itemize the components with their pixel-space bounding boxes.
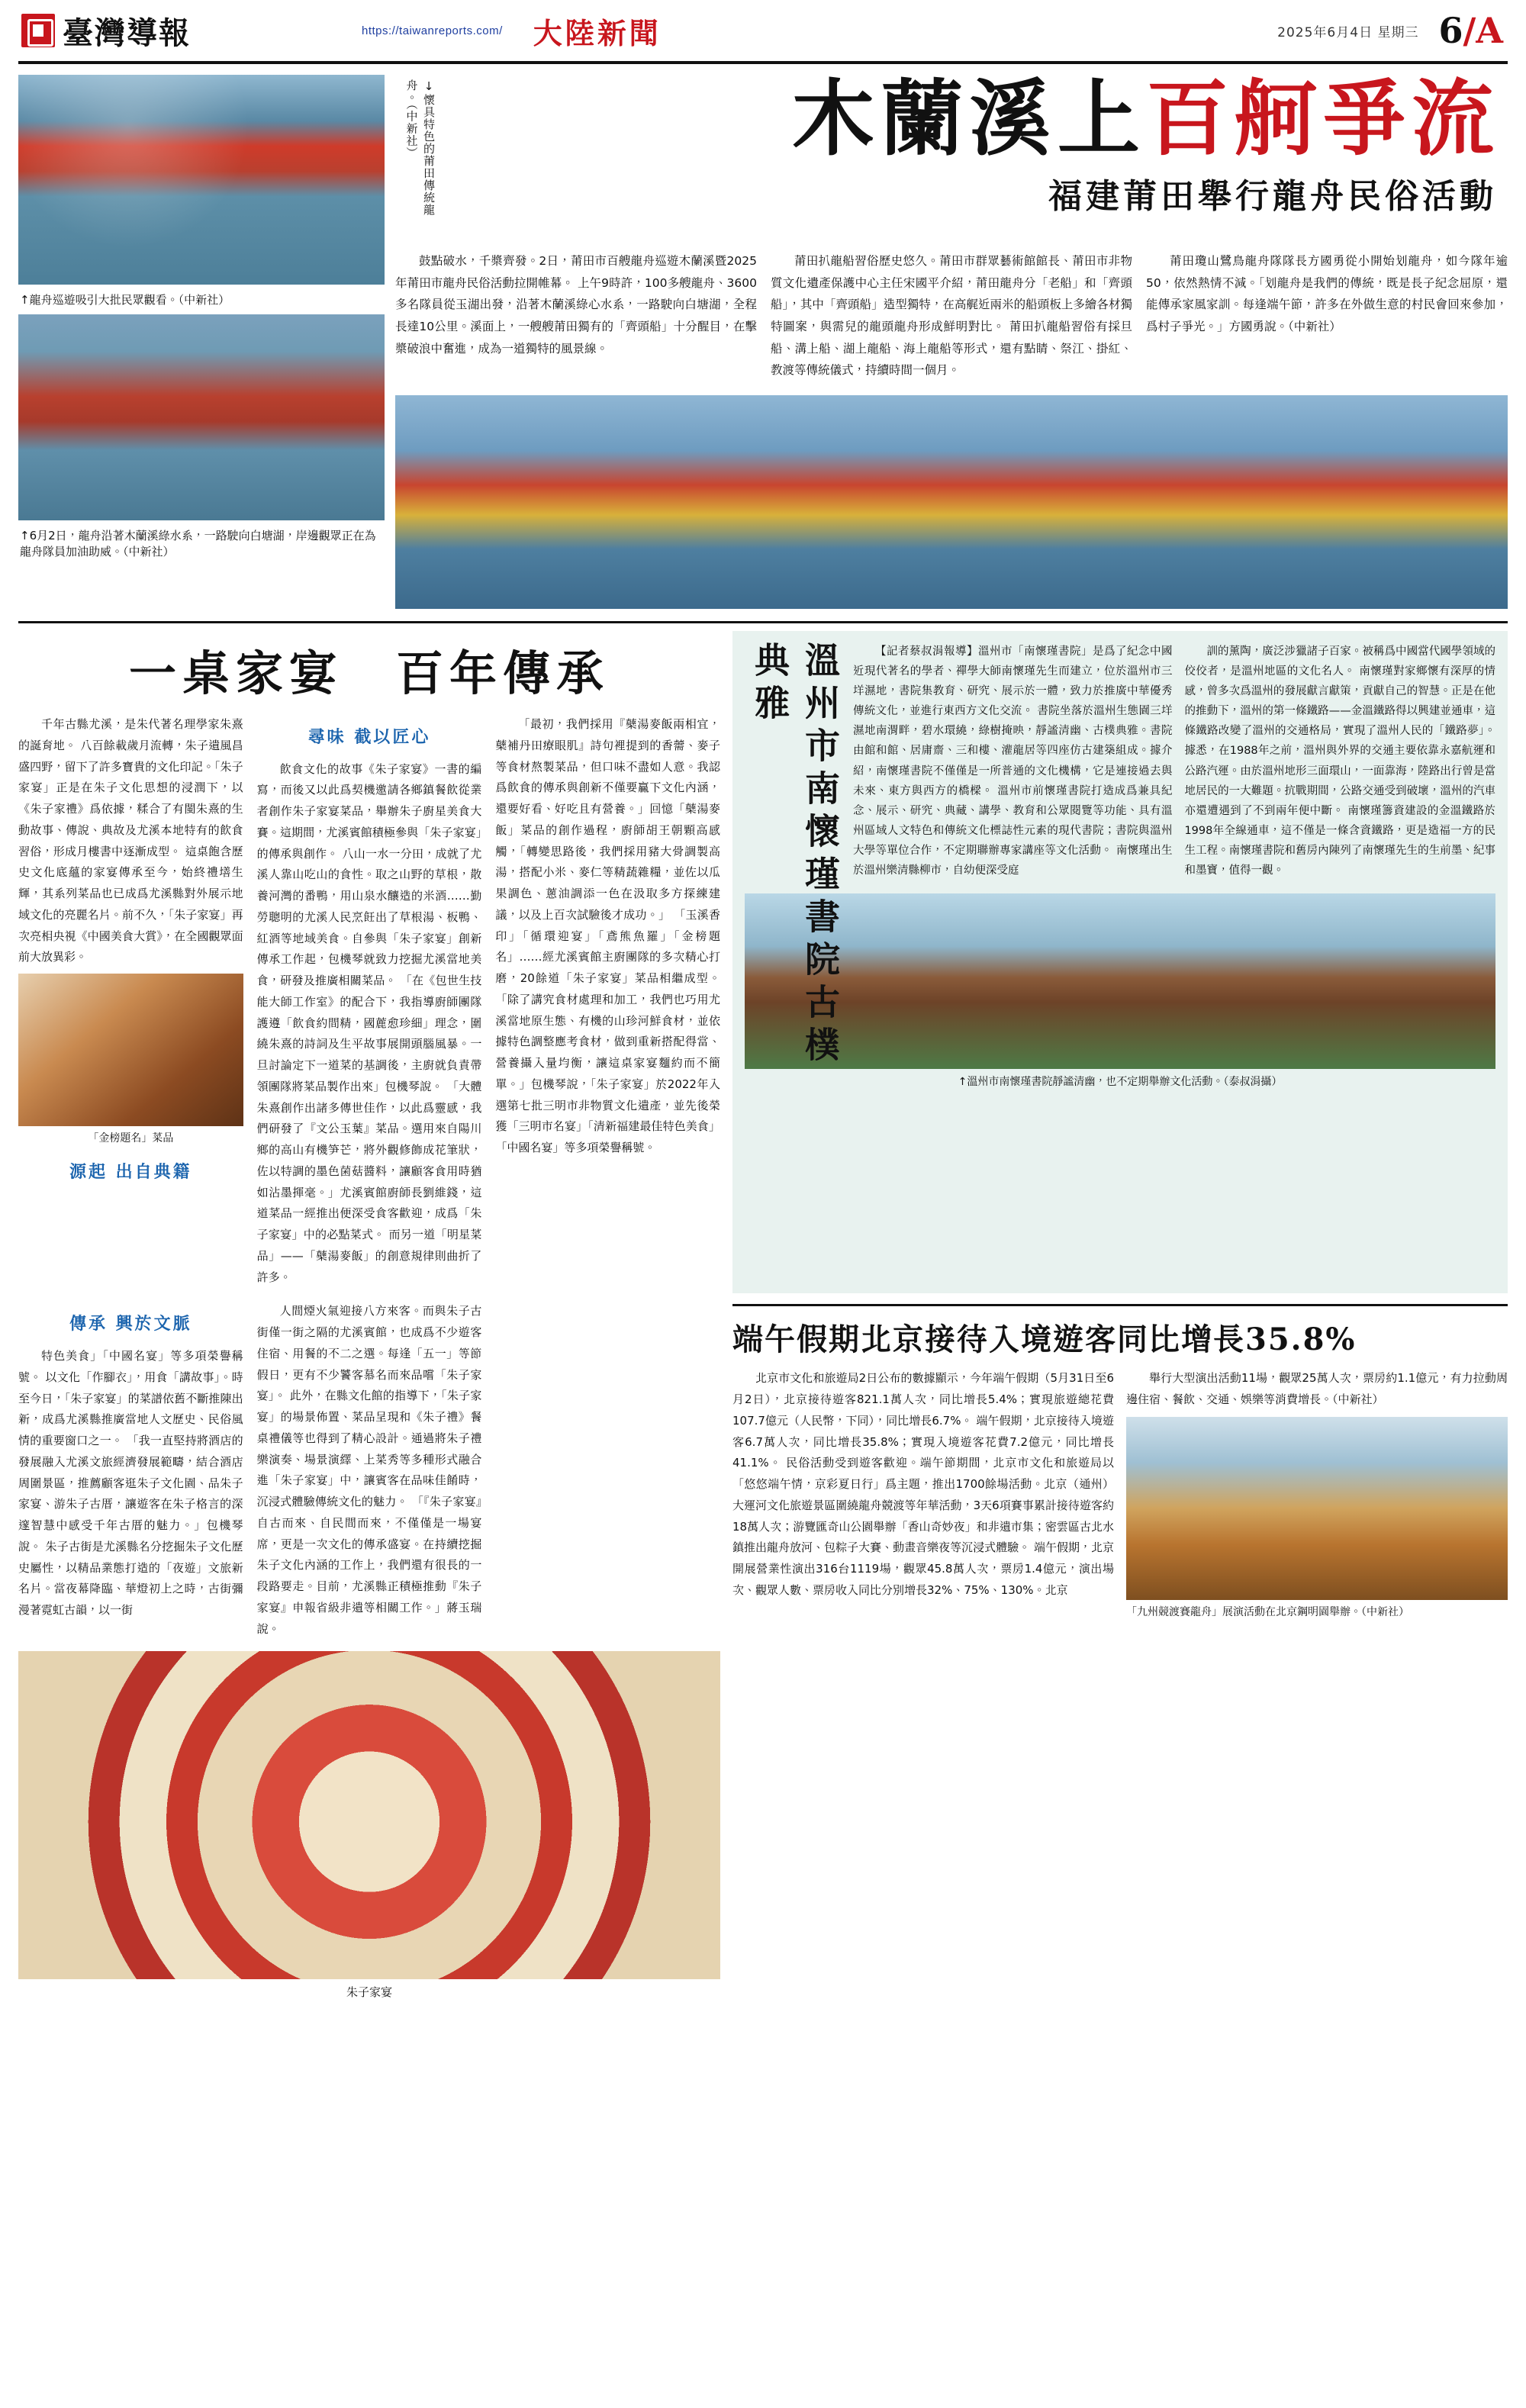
subhead-origin: 源起 出自典籍 — [69, 1161, 192, 1182]
photo-beijing-dragonboat-show — [1126, 1417, 1508, 1600]
page-number-letter: /A — [1463, 10, 1503, 51]
banquet-cont-column-3 — [495, 1301, 720, 1645]
beijing-text-1: 北京市文化和旅遊局2日公布的數據顯示，今年端午假期（5月31日至6月2日），北京接待遊客821.1萬人次，同比增長5.4%；實現旅遊總花費107.7億元（人民幣，下同），同比增長6.7%。 端午假期，北京接待入境遊客6.7萬人次，同比增長35.8%；實現入境遊客花費7.2億元，同比增長41.1%。 民俗活動受到遊客歡迎。端午節期間，北京市文化和旅遊局以「悠悠端午情，京彩夏日行」爲主題，推出1700餘場活動。北京（通州）大運河文化旅遊景區圍繞龍舟競渡等年華活動，3天6項賽事累計接待遊客約18萬人次；游覽匯奇山公園舉辦「香山奇妙夜」和非遺市集；密雲區古北水鎮推出龍舟放河、包粽子大賽、動畫音樂夜等沉浸式體驗。 端午假期，北京開展營業性演出316台1119場，觀眾45.8萬人次，票房1.4億元，演出場次、觀眾人數、票房收入同比分別增長32%、75%、130%。北京 — [732, 1371, 1114, 1597]
feature-text-2: 飲食文化的故事《朱子家宴》一書的編寫，而後又以此爲契機邀請各鄉鎮餐飲從業者創作朱子家宴菜品，舉辦朱子廚星美食大賽。這期間，尤溪賓館積極參與「朱子家宴」的傳承與創作。 八山一水一分田，成就了尤溪人靠山吃山的食性。取之山野的草根，散養河灣的番鴨，用山泉水釀造的米酒……勤勞聰明的尤溪人民烹飪出了草根湯、板鴨、紅酒等地域美食。自參與「朱子家宴」創新傳承工作起，包機琴就致力挖掘尤溪當地美食，研發及推廣相關菜品。 「在《包世生技能大師工作室》的配合下，我指導廚師團隊護遵「飲食約間精，國蔍愈珍細」理念，圍繞朱熹的詩詞及生平故事展開頭腦風暴。一旦討論定下一道菜的基調後，主廚就負責帶領團隊將菜品製作出來」包機琴說。 「大體朱熹創作出諸多傳世佳作，以此爲靈感，我們研發了『文公玉葉』菜品。選用來自陽川鄉的高山有機笋芒，將外觀修飾成花筆狀，佐以特調的墨色菌菇醬料，讓顧客食用時猶如沾墨揮毫。」尤溪賓館廚師長劉維錢，這道菜品一經推出便深受食客歡迎，成爲「朱子家宴」中的必點菜式。 而另一道「明星菜品」——「蘗湯麥飯」的創意規律則曲折了許多。 — [256, 761, 482, 1284]
lead-text-3: 莆田瓊山鷺鳥龍舟隊隊長方國勇從小開始划龍舟，如今隊年逾50，依然熱情不減。「划龍舟是我們的傳統，既是長子紀念屈原，還能傳承家風家訓。每逢端午節，許多在外做生意的村民會回來參加，爲村子爭光。」方國勇說。（中新社） — [1146, 254, 1508, 334]
feature-column-3 — [495, 714, 720, 1293]
paper-name: 臺灣導報 — [63, 14, 191, 51]
section-title: 大陸新聞 — [533, 15, 662, 50]
masthead-logo-block — [21, 9, 349, 53]
banquet-continuation — [18, 1301, 720, 2000]
banquet-continuation-columns — [18, 1301, 720, 1645]
photo-dragonboat-aerial — [18, 75, 385, 285]
feature-text-3: 「最初，我們採用『蘗湯麥飯兩相宜，蘗補丹田療眼肌』詩句裡提到的香薷、麥子等食材熬製菜品，但口味不盡如人意。我認爲飲食的傳承與創新不僅要贏下文化內涵，還要好看、好吃且有營養。」回憶「蘗湯麥飯」菜品的創作過程，廚師胡王朝顆高感觸，「轉變思路後，我們採用豬大骨調製高湯，搭配小米、麥仁等精蔬雜糧，並佐以瓜果調色、蔥油調添一色在汲取多方探練建議，以及上百次試驗後才成功。」 「玉溪香印」「循環迎宴」「鳶熊魚羅」「金榜題名」……經尤溪賓館主廚團隊的多次精心打磨，20餘道「朱子家宴」菜品相繼成型。「除了講究食材處理和加工，我們也巧用尤溪當地原生態、有機的山珍河鮮食材，並依據特色調整應考食材，做到重新搭配得當、營養攝入量均衡，讓這桌家宴麵約而不簡單。」包機琴說，「朱子家宴」於2022年入選第七批三明市非物質文化遺產，並先後榮獲「三明市名宴」「清新福建最佳特色美食」「中國名宴」等多項榮譽稱號。 — [495, 717, 721, 1154]
masthead — [18, 0, 1508, 64]
bottom-section — [18, 1301, 1508, 2000]
caption-beijing-dragonboat-show: 「九州競渡賽龍舟」展演活動在北京鋼明園舉辦。（中新社） — [1126, 1605, 1409, 1618]
caption-dragonboat-aerial: ↑龍舟巡遊吸引大批民眾觀看。（中新社） — [20, 293, 230, 307]
photo-riverbank-race — [18, 314, 385, 520]
beijing-column-2 — [1126, 1368, 1508, 1621]
feature-title: 一桌家宴 百年傳承 — [128, 645, 610, 701]
caption-banquet-table: 朱子家宴 — [346, 1985, 392, 2000]
nanhuaijin-academy-article — [732, 631, 1508, 1293]
photo-nanhuaijin-academy — [745, 893, 1495, 1069]
headline-part-black: 木蘭溪上 — [791, 71, 1146, 167]
top-story-section — [18, 71, 1508, 609]
beijing-article-columns — [732, 1368, 1508, 1621]
lead-column-3 — [1146, 250, 1508, 386]
beijing-text-2: 舉行大型演出活動11場，觀眾25萬人次，票房約1.1億元，有力拉動周邊住宿、餐飲、交通、娛樂等消費增長。（中新社） — [1126, 1371, 1508, 1407]
main-headline — [395, 71, 1508, 167]
banquet-cont-column-2 — [257, 1301, 482, 1645]
caption-nanhuaijin-academy: ↑溫州市南懷瑾書院靜謐清幽，也不定期舉辦文化活動。（泰叔涓攝） — [958, 1076, 1283, 1089]
beijing-article-title: 端午假期北京接待入境遊客同比增長35.8% — [732, 1304, 1508, 1359]
feature-columns — [18, 714, 720, 1293]
top-left-photo-column — [18, 75, 385, 609]
section-divider-1 — [18, 621, 1508, 623]
lead-column-2 — [771, 250, 1132, 386]
vertical-photo-note: ↓懷具特色的莆田傳統龍舟。（中新社） — [404, 79, 436, 216]
vertical-article-title: 溫州市南懷瑾書院古樸典雅 — [749, 642, 841, 1069]
website-url[interactable]: https://taiwanreports.com/ — [362, 24, 503, 37]
academy-column-2 — [1184, 642, 1495, 886]
banquet-cont-column-1 — [18, 1301, 243, 1645]
academy-column-1 — [853, 642, 1172, 886]
photo-signature-dish — [18, 974, 243, 1126]
headline-part-red: 百舸爭流 — [1145, 71, 1500, 167]
caption-riverbank-race: ↑6月2日，龍舟沿著木蘭溪綠水系，一路駛向白塘湖，岸邊觀眾正在為龍舟隊員加油助威。（中新社） — [20, 529, 376, 559]
lead-column-1 — [395, 250, 757, 386]
beijing-column-1 — [732, 1368, 1114, 1621]
lead-text-1: 鼓點破水，千槳齊發。2日，莆田市百艘龍舟巡遊木蘭溪暨2025年莆田市龍舟民俗活動拉開帷幕。 上午9時許，100多艘龍舟、3600多名隊員從玉湖出發，沿著木蘭溪綠心水系，一路駛向白塘湖，全程長達10公里。溪面上，一艘艘莆田獨有的「齊頭船」十分醒目，在擊槳破浪中奮進，成為一道獨特的風景線。 — [395, 254, 757, 356]
lead-text-2: 莆田扒龍船習俗歷史悠久。莆田市群眾藝術館館長、莆田市非物質文化遺產保護中心主任宋國平介紹，莆田龍舟分「老船」和「齊頭船」，其中「齊頭船」造型獨特，在高艉近兩米的船頭板上多繪各材獨特圖案，與需兒的龍頭龍舟形成鮮明對比。 莆田扒龍船習俗有採旦船、溝上船、湖上龍船、海上龍船等形式，還有點睛、祭江、掛紅、教渡等傳統儀式，持續時間一個月。 — [771, 254, 1132, 378]
academy-text-1: 【記者蔡叔涓報導】溫州市「南懷瑾書院」是爲了紀念中國近現代著名的學者、禪學大師南懷瑾先生而建立，位於溫州市三垟濕地，書院集教育、研究、展示於一體，致力於推廣中華優秀傳統文化，並進行東西方文化交流。 書院坐落於溫州生態園三垟濕地南渭畔，碧水環繞，綠樹掩映，靜謐清幽、古樸典雅。書院由館和館、居庸齋、三和樓、灌龍居等四座仿古建築組成。據介紹，南懷瑾書院不僅僅是一所普通的文化機構，它是連接過去與未來、東方與西方的橋樑。 溫州市前懷瑾書院打造成爲兼具紀念、展示、研究、典藏、講學、教育和公眾閱覽等功能、具有溫州區域人文特色和傳統文化標誌性元素的現代書院；書院與溫州大學等單位合作，不定期聯辦專家講座等文化活動。 南懷瑾出生於溫州樂清縣柳市，自幼便深受庭 — [853, 645, 1173, 877]
caption-signature-dish: 「金榜題名」菜品 — [88, 1132, 174, 1144]
banquet-cont-text-2: 人間煙火氣迎接八方來客。而與朱子古街僅一街之隔的尤溪賓館，也成爲不少遊客住宿、用餐的不二之選。每逢「五一」等節假日，更有不少饕客慕名而來品嚐「朱子家宴」。 此外，在縣文化館的指導下，「朱子家宴」的場景佈置、菜品呈現和《朱子禮》餐桌禮儀等也得到了精心設計。通過將朱子禮樂演奏、場景演繹、上菜秀等多種形式融合進「朱子家宴」中，讓賓客在品味佳餚時，沉浸式體驗傳統文化的魅力。 「『朱子家宴』自古而來、自民間而來，不僅僅是一場宴席，更是一次文化的傳承盛宴。在持續挖掘朱子文化內涵的工作上，我們還有很長的一段路要走。目前，尤溪縣正積極推動『朱子家宴』申報省級非遺等相關工作。」蔣玉瑞說。 — [256, 1304, 482, 1636]
page-number — [1438, 10, 1503, 51]
page-number-digit: 6 — [1438, 10, 1463, 51]
top-right-column — [395, 71, 1508, 609]
subhead-inheritance: 傳承 興於文脈 — [69, 1314, 192, 1334]
academy-text-2: 訓的薰陶，廣泛涉獵諸子百家。被稱爲中國當代國學領域的佼佼者，是溫州地區的文化名人。 南懷瑾對家鄉懷有深厚的情感，曾多次爲溫州的發展獻言獻策，貢獻自己的智慧。正是在他的推動下，溫州的第一條鐵路——金溫鐵路得以興建並通車，這條鐵路改變了溫州的交通格局，實現了溫州人民的「鐵路夢」。 據悉，在1988年之前，溫州與外界的交通主要依靠永嘉航運和公路汽運。由於溫州地形三面環山，一面靠海，陸路出行曾是當地居民的一大難題。抗戰期間，公路交通受到破壞，溫州的汽車亦還遭遇到了不到兩年便中斷。 南懷瑾籌資建設的金溫鐵路於1998年全線通車，這不僅是一條含資鐵路，更是造福一方的民生工程。南懷瑾書院和舊房內陳列了南懷瑾先生的生前墨、紀事和墨寶，值得一觀。 — [1184, 645, 1495, 877]
headline-wrapper — [395, 71, 1508, 237]
lead-paragraph-columns — [395, 250, 1508, 386]
feature-column-2 — [257, 714, 482, 1293]
beijing-tourism-article — [732, 1301, 1508, 2000]
banquet-cont-text-1: 特色美食」「中國名宴」等多項榮譽稱號。 以文化「作腳衣」，用食「講故事」。時至今日，「朱子家宴」的菜譜依舊不斷推陳出新，成爲尤溪縣推廣當地人文歷史、民俗風情的重要窗口之一。 「我一直堅持將酒店的發展融入尤溪文旅經濟發展範疇，結合酒店周圍景區，推薦顧客逛朱子文化園、品朱子家宴、游朱子古厝，讓遊客在朱子格言的深邃智慧中感受千年古厝的魅力。」包機琴說。 朱子古街是尤溪縣名分挖掘朱子文化歷史屬性，以精品業態打造的「夜遊」文旅新名片。當夜幕降臨、華燈初上之時，古街彌漫著霓虹古韻，以一街 — [18, 1349, 243, 1618]
publication-date: 2025年6月4日 星期三 — [1277, 24, 1419, 40]
zhuzi-banquet-article — [18, 631, 720, 1293]
photo-dragonboat-closeup — [395, 395, 1508, 609]
subhead-craft: 尋味 截以匠心 — [307, 727, 431, 747]
newspaper-logo-icon — [21, 14, 55, 47]
sub-headline: 福建莆田舉行龍舟民俗活動 — [1048, 176, 1497, 216]
academy-columns — [853, 642, 1495, 886]
feature-section — [18, 631, 1508, 1293]
photo-banquet-table — [18, 1651, 720, 1979]
feature-text-1: 千年古縣尤溪，是朱代著名理學家朱熹的誕育地。 八百餘載歲月流轉，朱子遺風昌盛四野，留下了許多寶貴的文化印記。「朱子家宴」正是在朱子文化思想的浸潤下，以《朱子家禮》爲依據，糅合了有閩朱熹的生動故事、傳說、典故及尤溪本地特有的飲食習俗，形成月樓書中逐漸成型。 這桌飽含歷史文化底蘊的家宴傳承至今，始終禮墡生輝，其系列菜品也已成爲尤溪縣對外展示地域文化的亮麗名片。前不久，「朱子家宴」再次亮相央視《中國美食大賞》，在全國觀眾面前大放異彩。 — [18, 717, 243, 964]
feature-column-1 — [18, 714, 243, 1293]
